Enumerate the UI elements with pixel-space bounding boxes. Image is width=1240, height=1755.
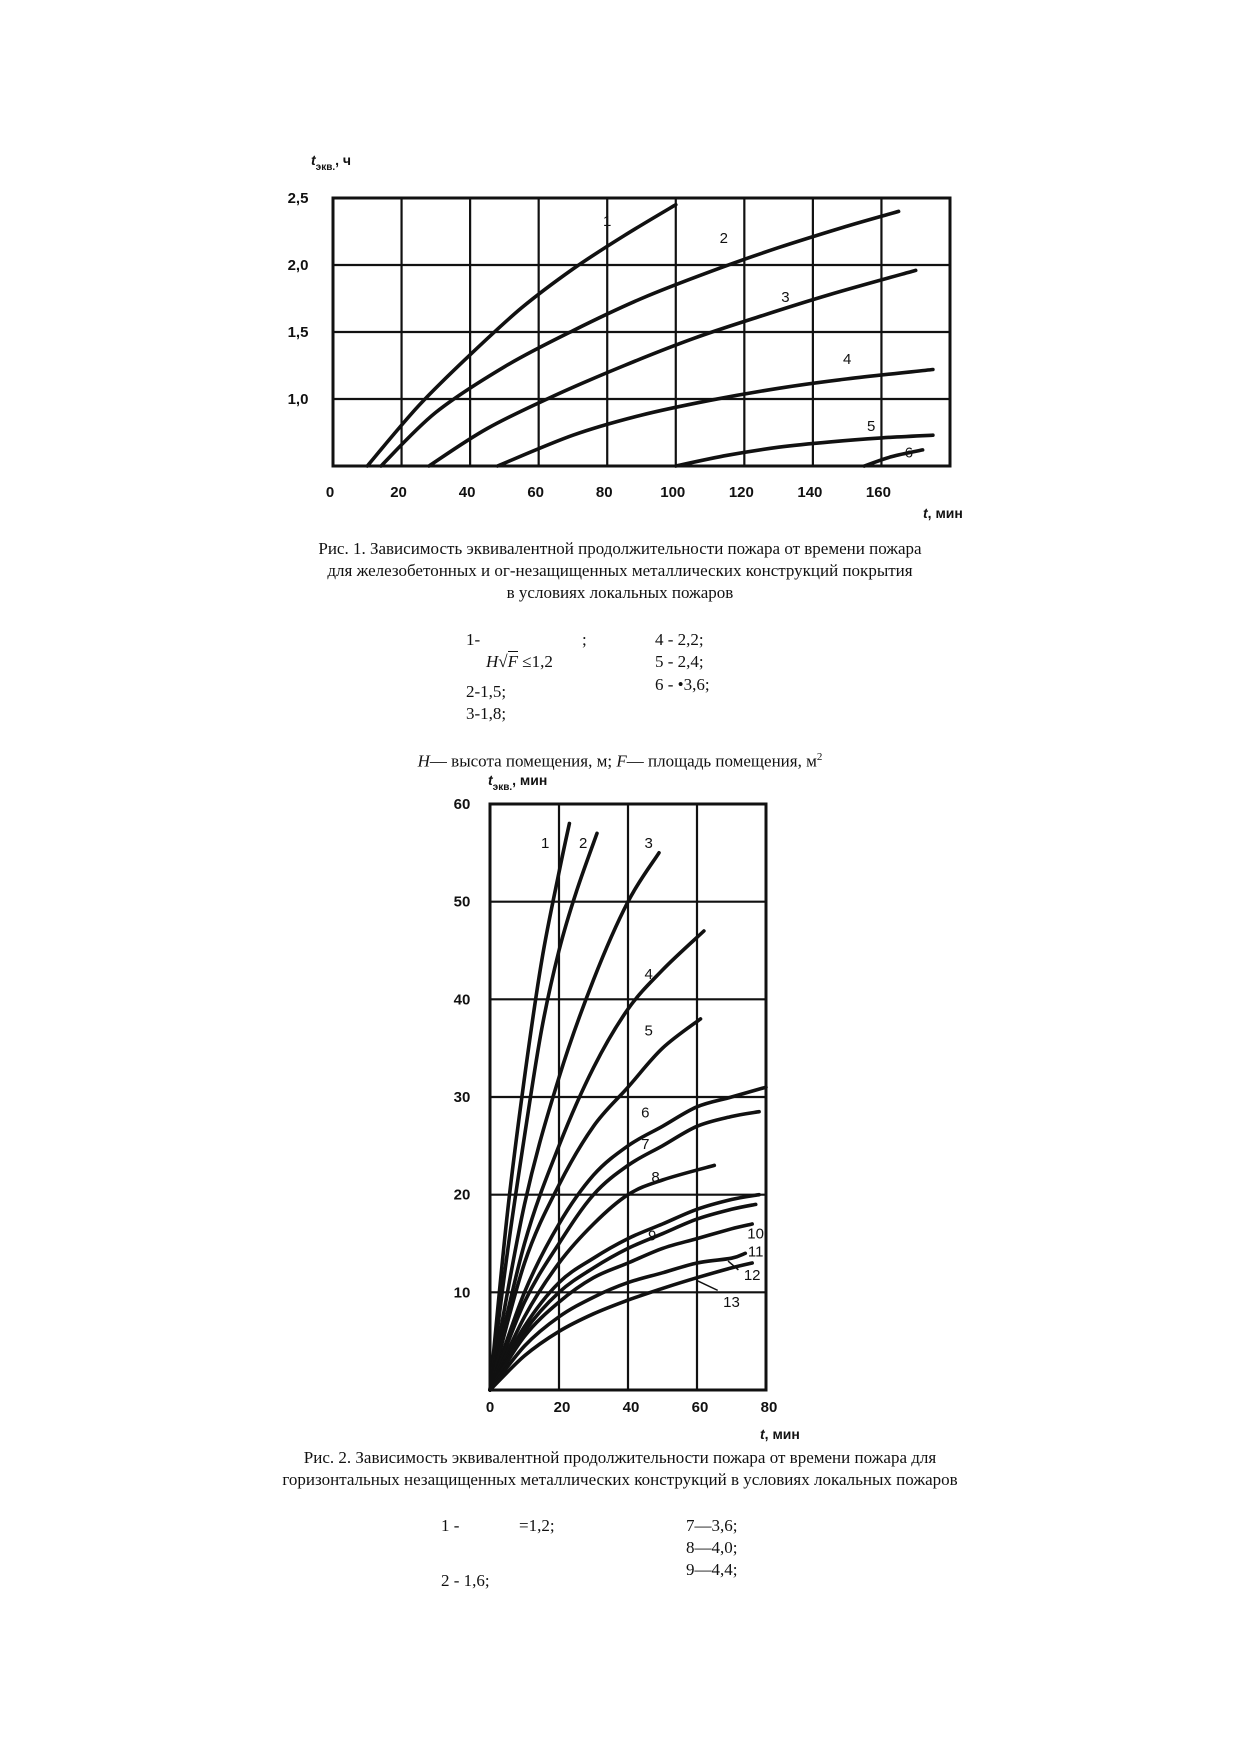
- x-tick-label: 120: [728, 484, 754, 501]
- curve-label-9: 9: [647, 1227, 657, 1245]
- formula-f: F: [507, 652, 519, 671]
- x-tick-label: 60: [691, 1399, 709, 1416]
- fig2-legend-item-9: 9—4,4;: [686, 1560, 738, 1579]
- curve-label-13: 13: [723, 1294, 740, 1312]
- y-tick-label: 1,5: [287, 324, 309, 341]
- x-tick-label: 80: [595, 484, 613, 501]
- note-h-text: — высота помещения, м;: [429, 751, 617, 771]
- x-tick-label: 140: [797, 484, 823, 501]
- x-tick-label: 0: [485, 1399, 495, 1416]
- note-sup: 2: [816, 751, 823, 763]
- y-tick-label: 2,5: [287, 190, 309, 207]
- curve-label-3: 3: [781, 289, 790, 307]
- fig1-caption-line: в условиях локальных пожаров: [506, 583, 734, 602]
- fig1-legend-formula: [486, 651, 553, 673]
- curve-label-12: 12: [743, 1266, 761, 1284]
- fig2-legend-item-2: 2 - 1,6;: [441, 1571, 490, 1590]
- fig1-legend-item-2: 2-1,5;: [466, 682, 507, 701]
- curve-3: [490, 853, 659, 1390]
- fig2-caption-line: горизонтальных незащищенных металлических конструкций в условиях локальных пожаров: [282, 1470, 958, 1489]
- y-tick-label: 2,0: [287, 257, 309, 274]
- fig2-legend-item-1-value: =1,2;: [519, 1516, 555, 1535]
- curve-label-10: 10: [747, 1225, 764, 1243]
- x-axis-label: t, мин: [760, 1426, 800, 1442]
- curve-label-5: 5: [866, 417, 876, 435]
- fig2-legend-item-8: 8—4,0;: [686, 1538, 738, 1557]
- y-tick-label: 1,0: [287, 391, 309, 408]
- y-axis-label: $t_{экв.}$, мин: [488, 772, 548, 793]
- fig1-note: [0, 746, 1240, 773]
- formula-h: H: [486, 652, 499, 671]
- x-axis-label: t, мин: [923, 505, 963, 521]
- curve-label-5: 5: [644, 1022, 653, 1040]
- curve-label-3: 3: [644, 835, 653, 853]
- x-tick-label: 160: [865, 484, 891, 501]
- fig1-caption-line: для железобетонных и ог-незащищенных металлических конструкций покрытия: [327, 561, 913, 580]
- x-tick-label: 60: [527, 484, 545, 501]
- curve-label-4: 4: [842, 350, 852, 368]
- note-f: F: [616, 751, 627, 771]
- y-axis-label: $t_{экв.}$, ч: [311, 152, 352, 173]
- fig2-caption-line: Рис. 2. Зависимость эквивалентной продолжительности пожара от времени пожара для: [303, 1448, 937, 1467]
- y-tick-label: 40: [453, 991, 471, 1009]
- curve-label-1: 1: [603, 212, 612, 230]
- fig1-caption-line: Рис. 1. Зависимость эквивалентной продолжительности пожара от времени пожара: [318, 539, 922, 558]
- curve-label-1: 1: [541, 835, 550, 853]
- y-tick-label: 50: [453, 893, 471, 911]
- x-tick-label: 0: [325, 484, 335, 501]
- x-tick-label: 20: [553, 1399, 571, 1416]
- fig1-legend-item-3: 3-1,8;: [466, 704, 507, 723]
- sqrt-sign: √: [498, 652, 508, 671]
- curve-label-6: 6: [641, 1104, 650, 1122]
- note-h: H: [417, 751, 430, 771]
- curve-label-8: 8: [651, 1169, 660, 1187]
- fig1-legend-item-4: 4 - 2,2;: [655, 630, 704, 649]
- x-tick-label: 40: [622, 1399, 640, 1416]
- curve-label-11: 11: [747, 1243, 764, 1261]
- fig1-legend-item-5: 5 - 2,4;: [655, 652, 704, 671]
- x-tick-label: 20: [390, 484, 407, 501]
- note-f-text: — площадь помещения, м: [626, 751, 817, 771]
- leader-line-13: [697, 1281, 718, 1291]
- x-tick-label: 40: [458, 484, 476, 501]
- y-tick-label: 10: [453, 1284, 471, 1302]
- y-tick-label: 20: [453, 1186, 471, 1204]
- y-tick-label: 30: [453, 1089, 471, 1106]
- curve-label-6: 6: [904, 444, 914, 462]
- fig1-legend-separator: ;: [582, 630, 587, 649]
- curve-label-2: 2: [719, 230, 728, 248]
- fig2-legend-item-7: 7—3,6;: [686, 1516, 738, 1535]
- fig1-legend-item-6: 6 - •3,6;: [655, 675, 710, 694]
- fig2-legend-item-1: 1 -: [441, 1516, 460, 1535]
- curve-label-2: 2: [578, 835, 588, 853]
- fig1-legend-item-1: 1-: [466, 630, 481, 649]
- x-tick-label: 100: [660, 484, 686, 501]
- fig2-caption: [0, 1447, 1240, 1491]
- fig1-caption: [0, 538, 1240, 604]
- curve-label-4: 4: [644, 965, 653, 983]
- y-tick-label: 60: [453, 796, 471, 813]
- curve-label-7: 7: [641, 1135, 650, 1153]
- x-tick-label: 80: [760, 1399, 778, 1416]
- formula-rel: ≤1,2: [522, 652, 553, 671]
